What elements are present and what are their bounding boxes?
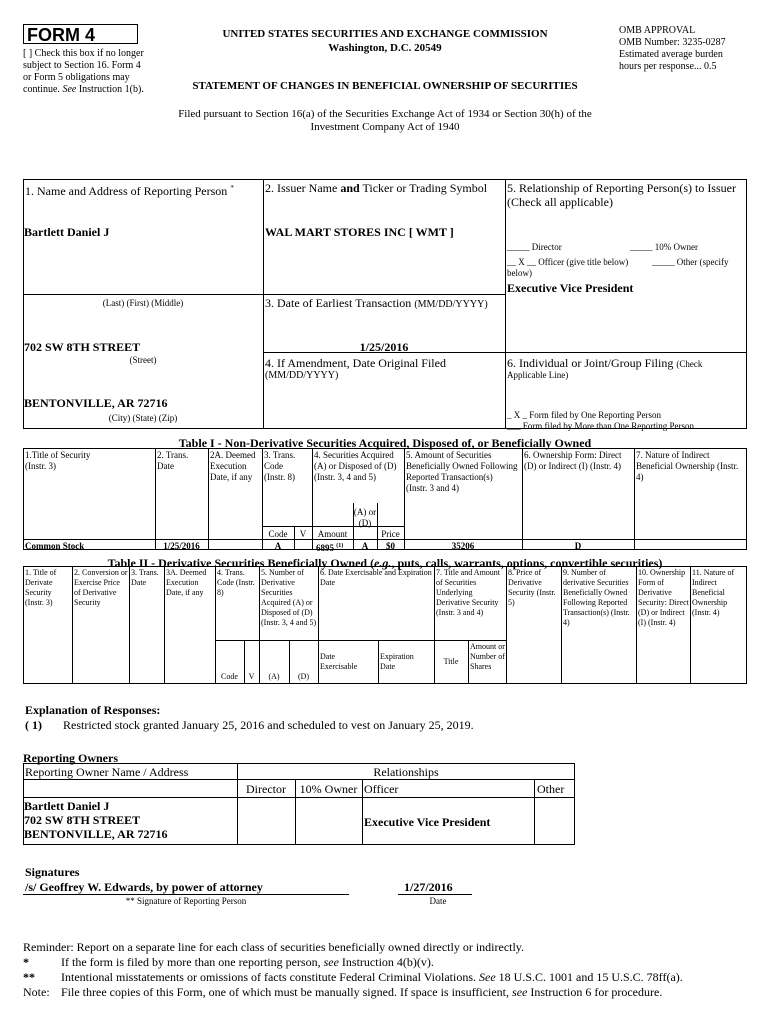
filed-pursuant: Filed pursuant to Section 16(a) of the Securities Exchange Act of 1934 or Section 30(h) of the Investment Company Act of 1940 — [178, 108, 592, 133]
date-caption: Date — [429, 896, 447, 906]
t1-h7: 7. Nature of Indirect Beneficial Ownership (Instr. 4) — [636, 450, 739, 482]
t2-sub-amount: Amount or Number of Shares — [470, 642, 505, 671]
statement-title: STATEMENT OF CHANGES IN BENEFICIAL OWNERSHIP OF SECURITIES — [192, 80, 578, 92]
t1-row-security: Common Stock — [25, 541, 85, 551]
director-checkbox[interactable]: _____ Director — [507, 242, 562, 252]
t2-h7: 7. Title and Amount of Securities Underlying Derivative Security (Instr. 3 and 4) — [436, 568, 501, 617]
box1-label: 1. Name and Address of Reporting Person * — [25, 184, 234, 198]
t2-h10: 10. Ownership Form of Derivative Security: Direct (D) or Indirect (I) (Instr. 4) — [638, 568, 689, 627]
owner-officer-title: Executive Vice President — [364, 815, 491, 829]
t1-row-ad: A — [361, 541, 369, 551]
footnote-1-link[interactable]: (1) — [336, 543, 344, 549]
owners-heading: Reporting Owners — [23, 751, 118, 765]
t1-row-amount: 6895 $^{(1)}$ — [316, 543, 344, 553]
signatures-heading: Signatures — [25, 865, 80, 879]
t1-row-code: A — [274, 541, 282, 551]
t1-sub-code: Code — [268, 529, 288, 539]
t2-h1: 1. Title of Derivate Security (Instr. 3) — [25, 568, 57, 607]
t2-sub-title: Title — [443, 657, 459, 666]
t1-h4: 4. Securities Acquired (A) or Disposed of (D) (Instr. 3, 4 and 5) — [314, 450, 397, 482]
reminder-note: Reminder: Report on a separate line for each class of securities beneficially owned directly or indirectly. — [23, 940, 525, 954]
owners-col-officer: Officer — [364, 782, 399, 796]
agency-city: Washington, D.C. 20549 — [328, 42, 442, 54]
t2-sub-a: (A) — [268, 672, 280, 681]
form-title: FORM 4 — [27, 25, 96, 45]
file-copies-note: Note: File three copies of this Form, one of which must be manually signed. If space is insufficient, see Instruction 6 for procedure. — [23, 985, 663, 999]
name-caption: (Last) (First) (Middle) — [102, 298, 184, 308]
more-reporting-persons-option[interactable]: ___ Form filed by More than One Reporting Person — [507, 421, 694, 431]
box2-label: 2. Issuer Name and Ticker or Trading Symbol — [265, 181, 488, 195]
star-note: * If the form is filed by more than one reporting person, see Instruction 4(b)(v). — [23, 955, 434, 969]
t1-row-price: $0 — [386, 541, 395, 551]
t1-sub-price: Price — [381, 529, 400, 539]
t2-h3: 3. Trans. Date — [131, 568, 159, 587]
owners-col-other: Other — [537, 782, 565, 796]
omb-approval: OMB APPROVAL OMB Number: 3235-0287 Estimated average burden hours per response... 0.5 — [619, 25, 726, 72]
t2-h5: 5. Number of Derivative Securities Acquired (A) or Disposed of (D) (Instr. 3, 4 and 5) — [261, 568, 317, 627]
t1-sub-v: V — [299, 529, 307, 539]
t2-h4: 4. Trans. Code (Instr. 8) — [217, 568, 255, 597]
t1-sub-ad: (A) or (D) — [353, 507, 377, 528]
city-caption: (City) (State) (Zip) — [108, 413, 178, 423]
t2-h3a: 3A. Deemed Execution Date, if any — [166, 568, 207, 597]
issuer-name: WAL MART STORES INC [ WMT ] — [265, 225, 454, 239]
t1-h5: 5. Amount of Securities Beneficially Owned Following Reported Transaction(s) (Instr. 3 and 4) — [406, 450, 518, 493]
box6-label2: Applicable Line) — [507, 370, 569, 380]
one-reporting-person-option[interactable]: _ X _ Form filed by One Reporting Person — [507, 410, 661, 420]
box4-format: (MM/DD/YYYY) — [265, 370, 339, 381]
t1-h1: 1.Title of Security (Instr. 3) — [25, 450, 91, 471]
reporting-person-city: BENTONVILLE, AR 72716 — [24, 396, 168, 410]
explanation-heading: Explanation of Responses: — [25, 703, 161, 717]
signer-name: /s/ Geoffrey W. Edwards, by power of attorney — [25, 880, 263, 894]
t2-sub-code: Code — [221, 672, 238, 681]
t2-sub-exp: Expiration Date — [380, 652, 414, 671]
reporting-person-name: Bartlett Daniel J — [24, 225, 110, 239]
table2-title: Table II - Derivative Securities Beneficially Owned (e.g., puts, calls, warrants, options, convertible securities) — [107, 556, 663, 570]
other-checkbox[interactable]: _____ Other (specify — [652, 257, 729, 267]
owner-name-address: Bartlett Daniel J 702 SW 8TH STREET BENTONVILLE, AR 72716 — [24, 799, 168, 841]
box4-label: 4. If Amendment, Date Original Filed — [265, 356, 446, 370]
t2-h2: 2. Conversion or Exercise Price of Derivative Security — [74, 568, 128, 607]
officer-title: Executive Vice President — [507, 281, 634, 295]
ten-percent-owner-checkbox[interactable]: _____ 10% Owner — [630, 242, 698, 252]
t1-row-owned: 35206 — [451, 541, 475, 551]
t2-sub-date-ex: Date Exercisable — [320, 652, 358, 671]
no-longer-subject-checkbox[interactable]: [ ] Check this box if no longer subject to Section 16. Form 4 or Form 5 obligations may continue. See Instruction 1(b). — [23, 48, 144, 95]
t2-sub-v: V — [248, 672, 255, 681]
t1-h3: 3. Trans. Code (Instr. 8) — [264, 450, 296, 482]
t2-h6: 6. Date Exercisable and Expiration Date — [320, 568, 432, 587]
double-star-note: ** Intentional misstatements or omissions of facts constitute Federal Criminal Violations. See 18 U.S.C. 1001 and 15 U.S.C. 78ff(a). — [23, 970, 683, 984]
t1-sub-amount: Amount — [317, 529, 348, 539]
other-below: below) — [507, 268, 532, 278]
owners-col-relationships: Relationships — [373, 765, 439, 779]
owners-col-ten-pct: 10% Owner — [299, 782, 358, 796]
owners-col-director: Director — [246, 782, 286, 796]
signature-date: 1/27/2016 — [404, 880, 453, 894]
agency-name: UNITED STATES SECURITIES AND EXCHANGE COMMISSION — [222, 28, 548, 40]
box6-label: 6. Individual or Joint/Group Filing (Check — [507, 356, 703, 370]
t1-h6: 6. Ownership Form: Direct (D) or Indirect (I) (Instr. 4) — [524, 450, 622, 471]
t2-h11: 11. Nature of Indirect Beneficial Ownership (Instr. 4) — [692, 568, 735, 617]
t1-h2a: 2A. Deemed Execution Date, if any — [210, 450, 256, 482]
form-title-box — [23, 24, 138, 44]
signature-caption: ** Signature of Reporting Person — [125, 896, 247, 906]
officer-checkbox[interactable]: __ X __ Officer (give title below) — [507, 257, 629, 267]
t1-row-form: D — [574, 541, 582, 551]
explanation-footnote-1: ( 1) Restricted stock granted January 25, 2016 and scheduled to vest on January 25, 2019. — [25, 718, 474, 732]
t2-sub-d: (D) — [297, 672, 310, 681]
reporting-person-street: 702 SW 8TH STREET — [24, 340, 141, 354]
t1-h2: 2. Trans. Date — [157, 450, 189, 471]
box3-label: 3. Date of Earliest Transaction (MM/DD/YYYY) — [265, 296, 488, 310]
street-caption: (Street) — [129, 355, 157, 365]
owners-col-name: Reporting Owner Name / Address — [25, 765, 189, 779]
t1-row-date: 1/25/2016 — [163, 541, 200, 551]
earliest-transaction-date: 1/25/2016 — [359, 340, 409, 354]
table1-title: Table I - Non-Derivative Securities Acquired, Disposed of, or Beneficially Owned — [178, 436, 592, 450]
t2-h9: 9. Number of derivative Securities Beneficially Owned Following Reported Transaction(s) (Instr. 4) — [563, 568, 630, 627]
box5-label: 5. Relationship of Reporting Person(s) to Issuer (Check all applicable) — [507, 181, 736, 209]
t2-h8: 8. Price of Derivative Security (Instr. 5) — [508, 568, 556, 607]
